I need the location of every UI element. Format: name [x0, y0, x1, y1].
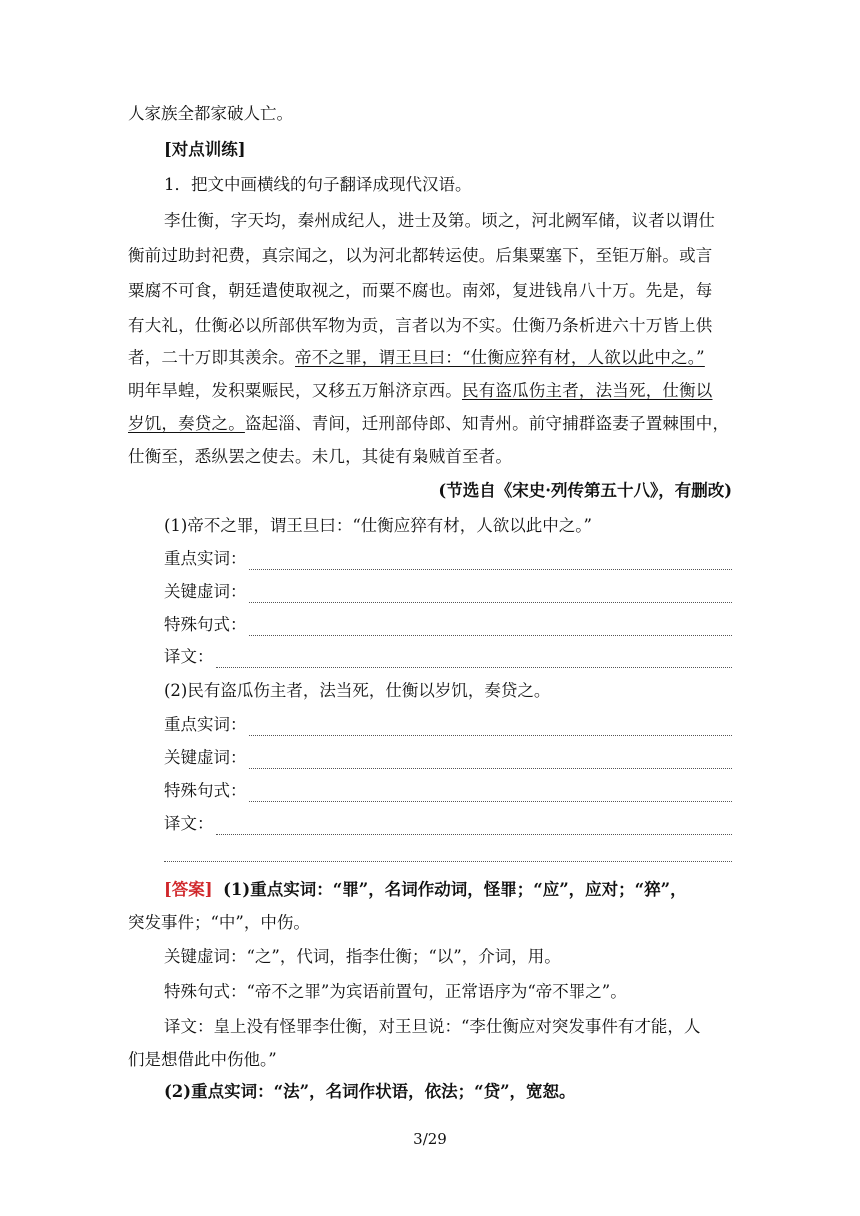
- passage-line-1: 李仕衡，字天均，秦州成纪人，进士及第。顷之，河北阙军储，议者以谓仕: [164, 211, 716, 230]
- passage-plain-text: 盗起淄、青间，迁刑部侍郎、知青州。前守捕群盗妻子置棘围中，: [244, 414, 730, 433]
- passage-line-2: 衡前过助封祀费，真宗闻之，以为河北都转运使。后集粟塞下，至钜万斛。或言: [128, 246, 713, 265]
- q1-sentence: (1)帝不之罪，谓王旦曰：“仕衡应猝有材，人欲以此中之。”: [164, 516, 592, 535]
- answer-blank[interactable]: [249, 621, 733, 636]
- q1-function-words-field[interactable]: [164, 581, 732, 603]
- passage-line-7: [128, 413, 732, 435]
- q2-key-words-field[interactable]: [164, 714, 732, 736]
- field-label: 关键虚词：: [164, 582, 247, 601]
- answer-blank[interactable]: [216, 820, 733, 835]
- q1-translation-field[interactable]: [164, 646, 732, 668]
- task-instruction: 1．把文中画横线的句子翻译成现代汉语。: [164, 175, 472, 194]
- answer-line-5: 译文：皇上没有怪罪李仕衡，对王旦说：“李仕衡应对突发事件有才能，人: [164, 1017, 701, 1036]
- answer-line-2: 突发事件；“中”，中伤。: [128, 913, 310, 932]
- field-label: 重点实词：: [164, 715, 247, 734]
- answer-line-1: [164, 879, 732, 901]
- q2-function-words-field[interactable]: [164, 747, 732, 769]
- underlined-sentence-2-end: 岁饥，奏贷之。: [128, 414, 245, 433]
- passage-line-4: 有大礼，仕衡必以所部供军物为贡，言者以为不实。仕衡乃条析进六十万皆上供: [128, 316, 713, 335]
- passage-source: (节选自《宋史·列传第五十八》，有删改): [438, 481, 732, 500]
- answer-text: (1)重点实词：“罪”，名词作动词，怪罪；“应”，应对；“猝”，: [223, 880, 687, 899]
- answer-line-4: 特殊句式：“帝不之罪”为宾语前置句，正常语序为“帝不罪之”。: [164, 982, 627, 1001]
- answer-line-3: 关键虚词：“之”，代词，指李仕衡；“以”，介词，用。: [164, 947, 561, 966]
- intro-tail-text: 人家族全都家破人亡。: [128, 104, 293, 123]
- passage-line-6: [128, 380, 732, 402]
- q2-translation-field[interactable]: [164, 813, 732, 835]
- q1-sentence-pattern-field[interactable]: [164, 614, 732, 636]
- answer-line-7: (2)重点实词：“法”，名词作状语，依法；“贷”，宽恕。: [164, 1082, 576, 1101]
- answer-blank[interactable]: [249, 555, 733, 570]
- underlined-sentence-1: 帝不之罪，谓王旦曰：“仕衡应猝有材，人欲以此中之。”: [295, 348, 705, 367]
- field-label: 特殊句式：: [164, 615, 247, 634]
- answer-blank[interactable]: [249, 588, 733, 603]
- answer-line-6: 们是想借此中伤他。”: [128, 1050, 277, 1069]
- field-label: 关键虚词：: [164, 748, 247, 767]
- q1-key-words-field[interactable]: [164, 548, 732, 570]
- q2-translation-extra-blank[interactable]: [164, 861, 732, 862]
- passage-line-3: 粟腐不可食，朝廷遣使取视之，而粟不腐也。南郊，复进钱帛八十万。先是，每: [128, 281, 713, 300]
- page-number: 3/29: [413, 1130, 447, 1148]
- answer-blank[interactable]: [249, 721, 733, 736]
- passage-plain-text: 者，二十万即其羡余。: [128, 348, 295, 367]
- answer-blank[interactable]: [249, 787, 733, 802]
- field-label: 重点实词：: [164, 549, 247, 568]
- field-label: 译文：: [164, 814, 214, 833]
- passage-line-5: [128, 347, 732, 369]
- q2-sentence-pattern-field[interactable]: [164, 780, 732, 802]
- passage-plain-text: 明年旱蝗，发积粟赈民，又移五万斛济京西。: [128, 381, 462, 400]
- answer-blank[interactable]: [249, 754, 733, 769]
- underlined-sentence-2-start: 民有盗瓜伤主者，法当死，仕衡以: [462, 381, 713, 400]
- field-label: 特殊句式：: [164, 781, 247, 800]
- answer-blank[interactable]: [216, 653, 733, 668]
- passage-line-8: 仕衡至，悉纵罢之使去。未几，其徒有枭贼首至者。: [128, 447, 513, 466]
- q2-sentence: (2)民有盗瓜伤主者，法当死，仕衡以岁饥，奏贷之。: [164, 681, 551, 700]
- section-title: [对点训练]: [164, 140, 246, 159]
- answer-tag: [答案]: [164, 880, 213, 899]
- field-label: 译文：: [164, 647, 214, 666]
